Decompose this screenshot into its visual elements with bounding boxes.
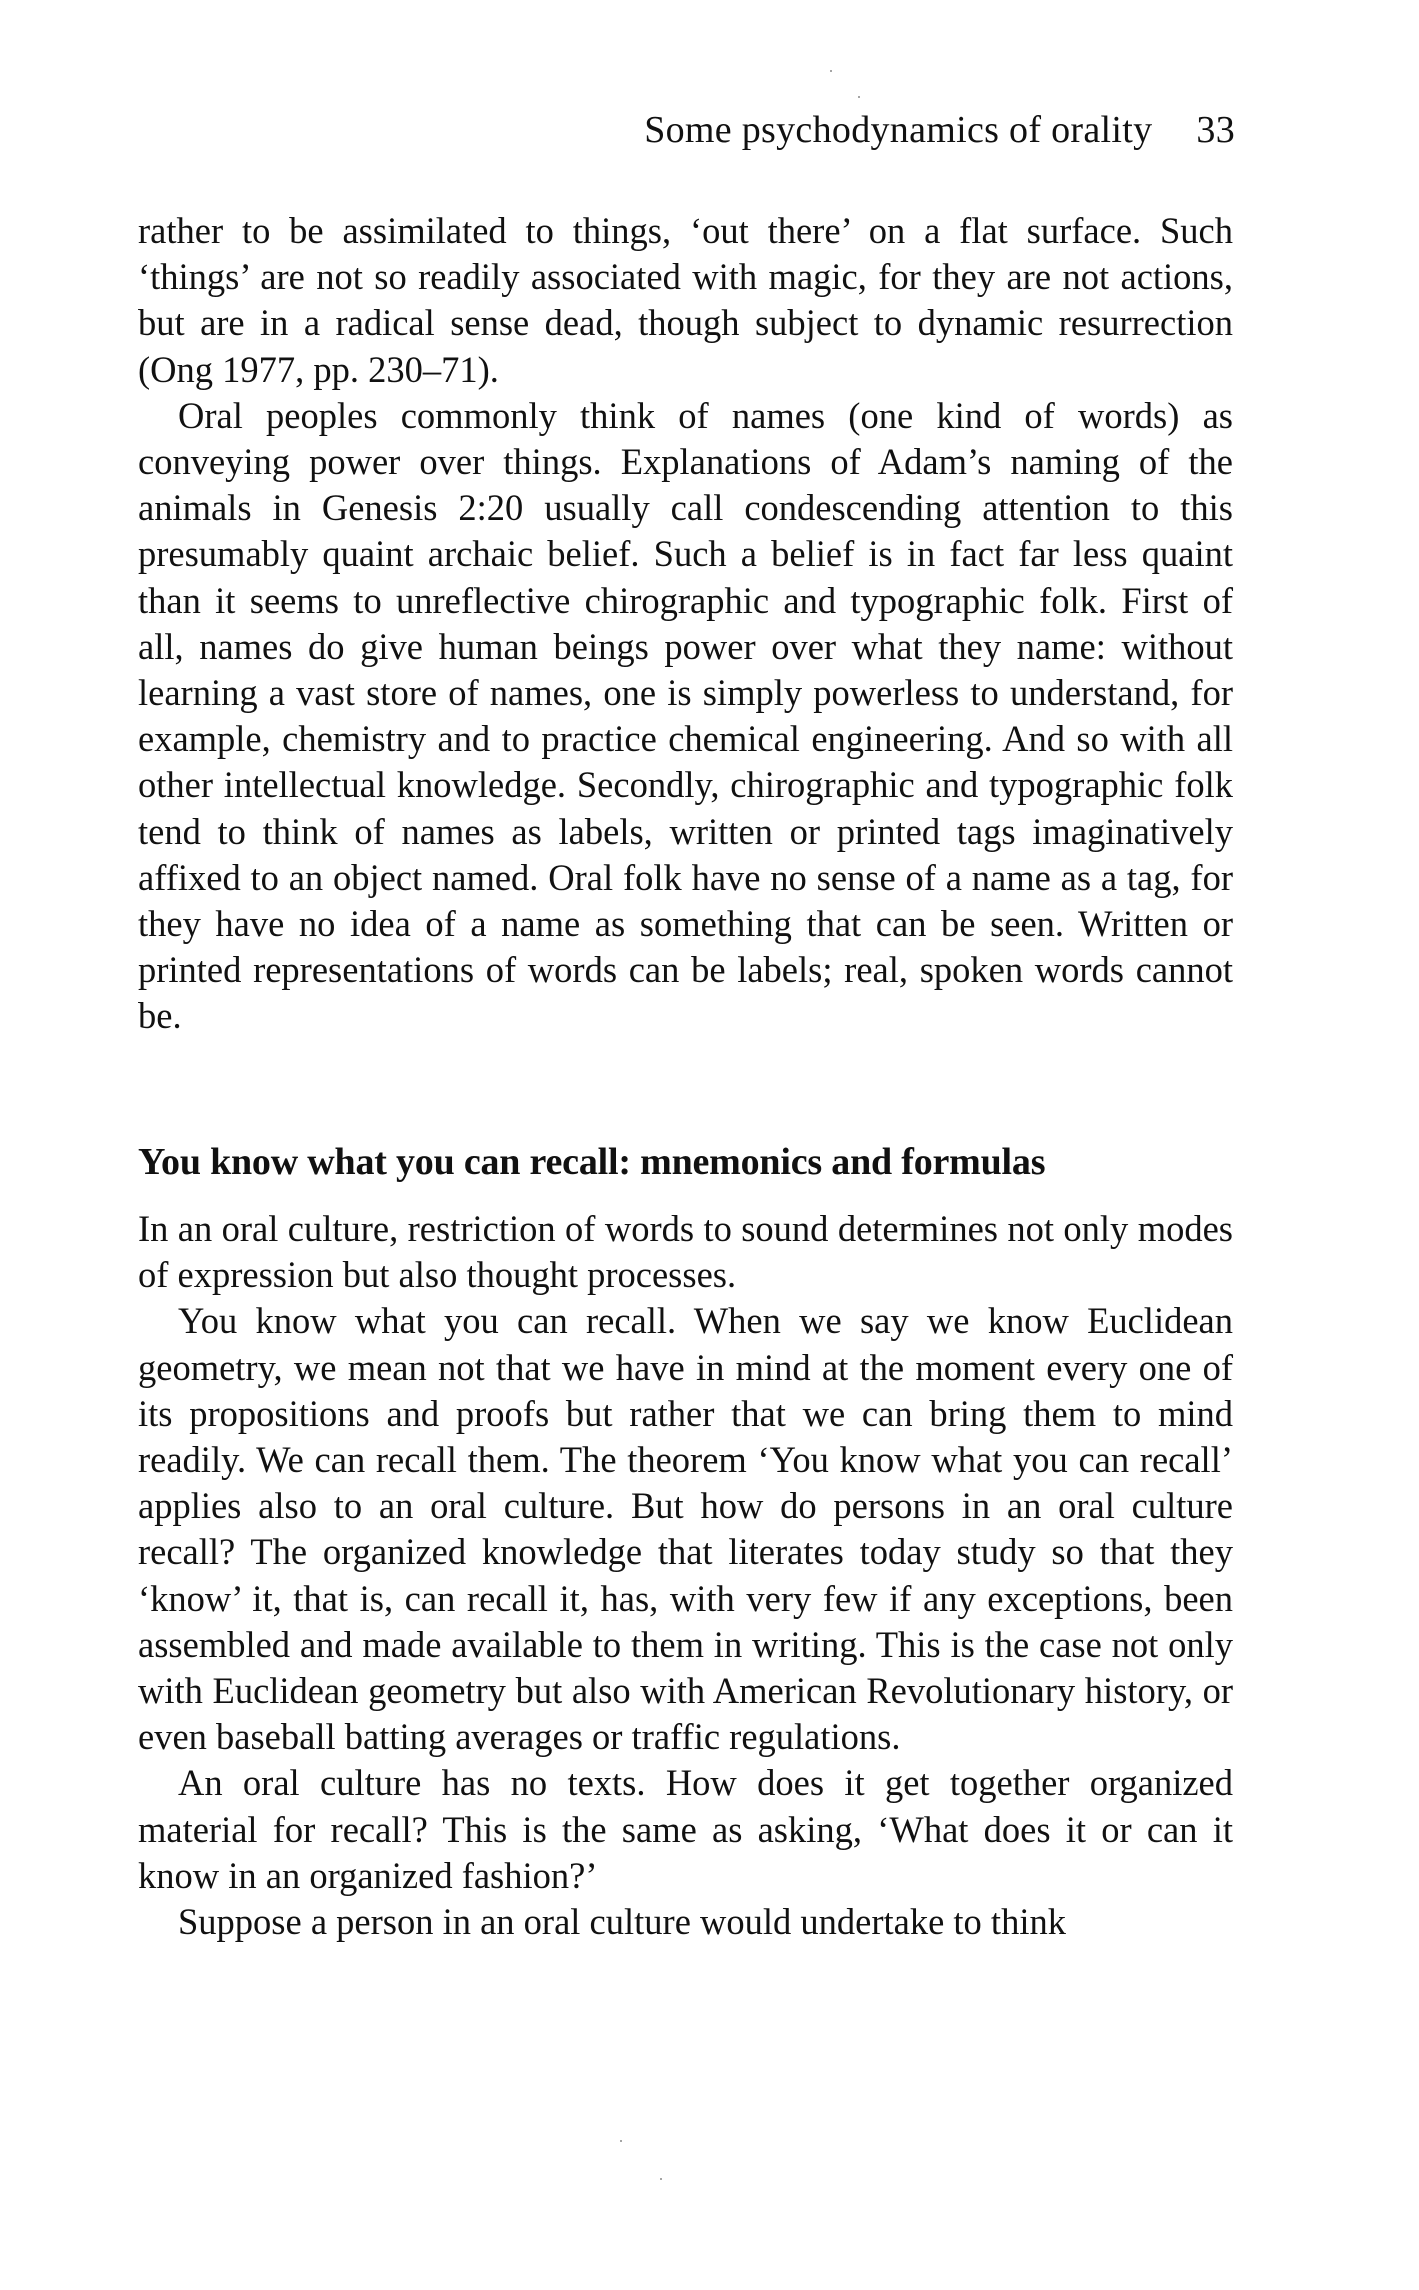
- body-text-section-2: [138, 1206, 1233, 1945]
- paragraph: You know what you can recall. When we say we know Euclidean geometry, we mean not that we have in mind at the moment every one of its propositions and proofs but rather that we can bring them to mind readily. We can recall them. The theorem ‘You know what you can recall’ applies also to an oral culture. But how do persons in an oral culture recall? The organized knowledge that literates today study so that they ‘know’ it, that is, can recall it, has, with very few if any exceptions, been assembled and made available to them in writing. This is the case not only with Euclidean geometry but also with American Revolutionary history, or even baseball batting averages or traffic regulations.: [138, 1300, 1233, 1758]
- running-head-title: Some psychodynamics of orality: [644, 109, 1153, 151]
- paragraph: In an oral culture, restriction of words to sound determines not only modes of expression but also thought processes.: [138, 1208, 1233, 1296]
- scan-speck: [830, 70, 832, 72]
- section-heading: You know what you can recall: mnemonics and formulas: [138, 1141, 1046, 1183]
- running-head: [500, 108, 1235, 152]
- paragraph: Oral peoples commonly think of names (one kind of words) as conveying power over things. Explanations of Adam’s naming of the animals in Genesis 2:20 usually call condescending attention to this presumably quaint archaic belief. Such a belief is in fact far less quaint than it seems to unreflective chirographic and typographic folk. First of all, names do give human beings power over what they name: without learning a vast store of names, one is simply powerless to understand, for example, chemistry and to practice chemical engineering. And so with all other intellectual knowledge. Secondly, chirographic and typographic folk tend to think of names as labels, written or printed tags imaginatively affixed to an object named. Oral folk have no sense of a name as a tag, for they have no idea of a name as something that can be seen. Written or printed representations of words can be labels; real, spoken words cannot be.: [138, 394, 1233, 1037]
- page-number: 33: [1196, 109, 1235, 151]
- body-text-section-1: [138, 208, 1233, 1040]
- paragraph: rather to be assimilated to things, ‘out there’ on a flat surface. Such ‘things’ are not so readily associated with magic, for they are not actions, but are in a radical sense dead, though subject to dynamic resurrection (Ong 1977, pp. 230–71).: [138, 210, 1233, 390]
- scan-speck: [660, 2178, 662, 2180]
- scan-speck: [858, 96, 860, 98]
- paragraph: An oral culture has no texts. How does it get together organized material for recall? This is the same as asking, ‘What does it or can it know in an organized fashion?’: [138, 1762, 1233, 1896]
- paragraph: Suppose a person in an oral culture would undertake to think: [178, 1901, 1066, 1943]
- scan-speck: [620, 2140, 622, 2142]
